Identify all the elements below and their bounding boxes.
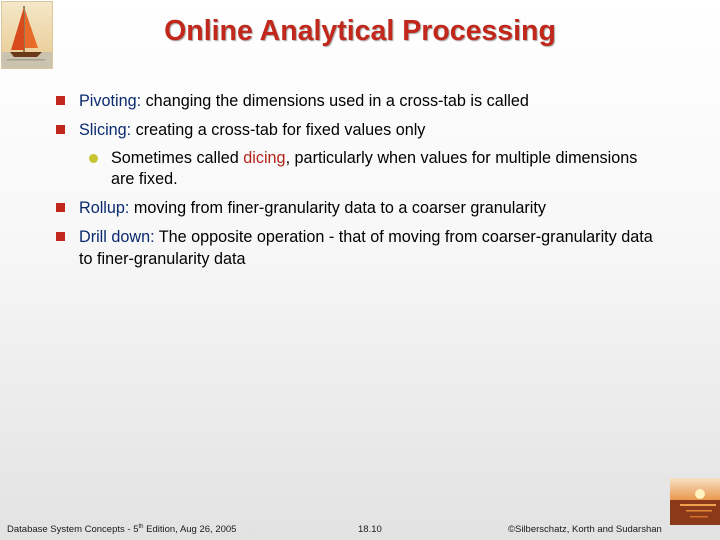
footer-copyright: ©Silberschatz, Korth and Sudarshan	[508, 524, 662, 535]
bullet-list	[56, 90, 656, 277]
round-bullet-icon	[89, 154, 98, 163]
bullet-pivoting	[56, 90, 656, 112]
square-bullet-icon	[56, 232, 65, 241]
footer-left-sup: th	[138, 524, 144, 530]
square-bullet-icon	[56, 203, 65, 212]
slide-title: Online Analytical Processing	[164, 15, 556, 47]
bullet-drill-down	[56, 226, 656, 270]
footer-book-info	[7, 524, 236, 535]
bullet-rollup	[56, 197, 656, 219]
footer-left-prefix: Database System Concepts - 5	[7, 524, 139, 536]
bullet-term: Slicing:	[79, 121, 132, 139]
sub-bullet-dicing	[56, 148, 656, 190]
sub-bullet-term: dicing	[243, 149, 286, 167]
bullet-text: creating a cross-tab for fixed values only	[131, 121, 426, 139]
footer-page-number: 18.10	[358, 524, 382, 535]
bullet-text: moving from finer-granularity data to a coarser granularity	[129, 199, 546, 217]
bullet-term: Pivoting:	[79, 92, 142, 110]
square-bullet-icon	[56, 96, 65, 105]
sub-bullet-suffix: , particularly when values for multiple dimensions are fixed.	[111, 149, 638, 188]
square-bullet-icon	[56, 125, 65, 134]
bullet-term: Drill down:	[79, 228, 155, 246]
bullet-text: changing the dimensions used in a cross-tab is called	[141, 92, 529, 110]
bullet-slicing	[56, 119, 656, 141]
footer-left-suffix: Edition, Aug 26, 2005	[143, 524, 237, 536]
sub-bullet-prefix: Sometimes called	[111, 149, 244, 167]
bullet-term: Rollup:	[79, 199, 130, 217]
bullet-text: The opposite operation - that of moving from coarser-granularity data to finer-granularity data	[79, 228, 653, 268]
sunset-logo	[670, 478, 720, 525]
